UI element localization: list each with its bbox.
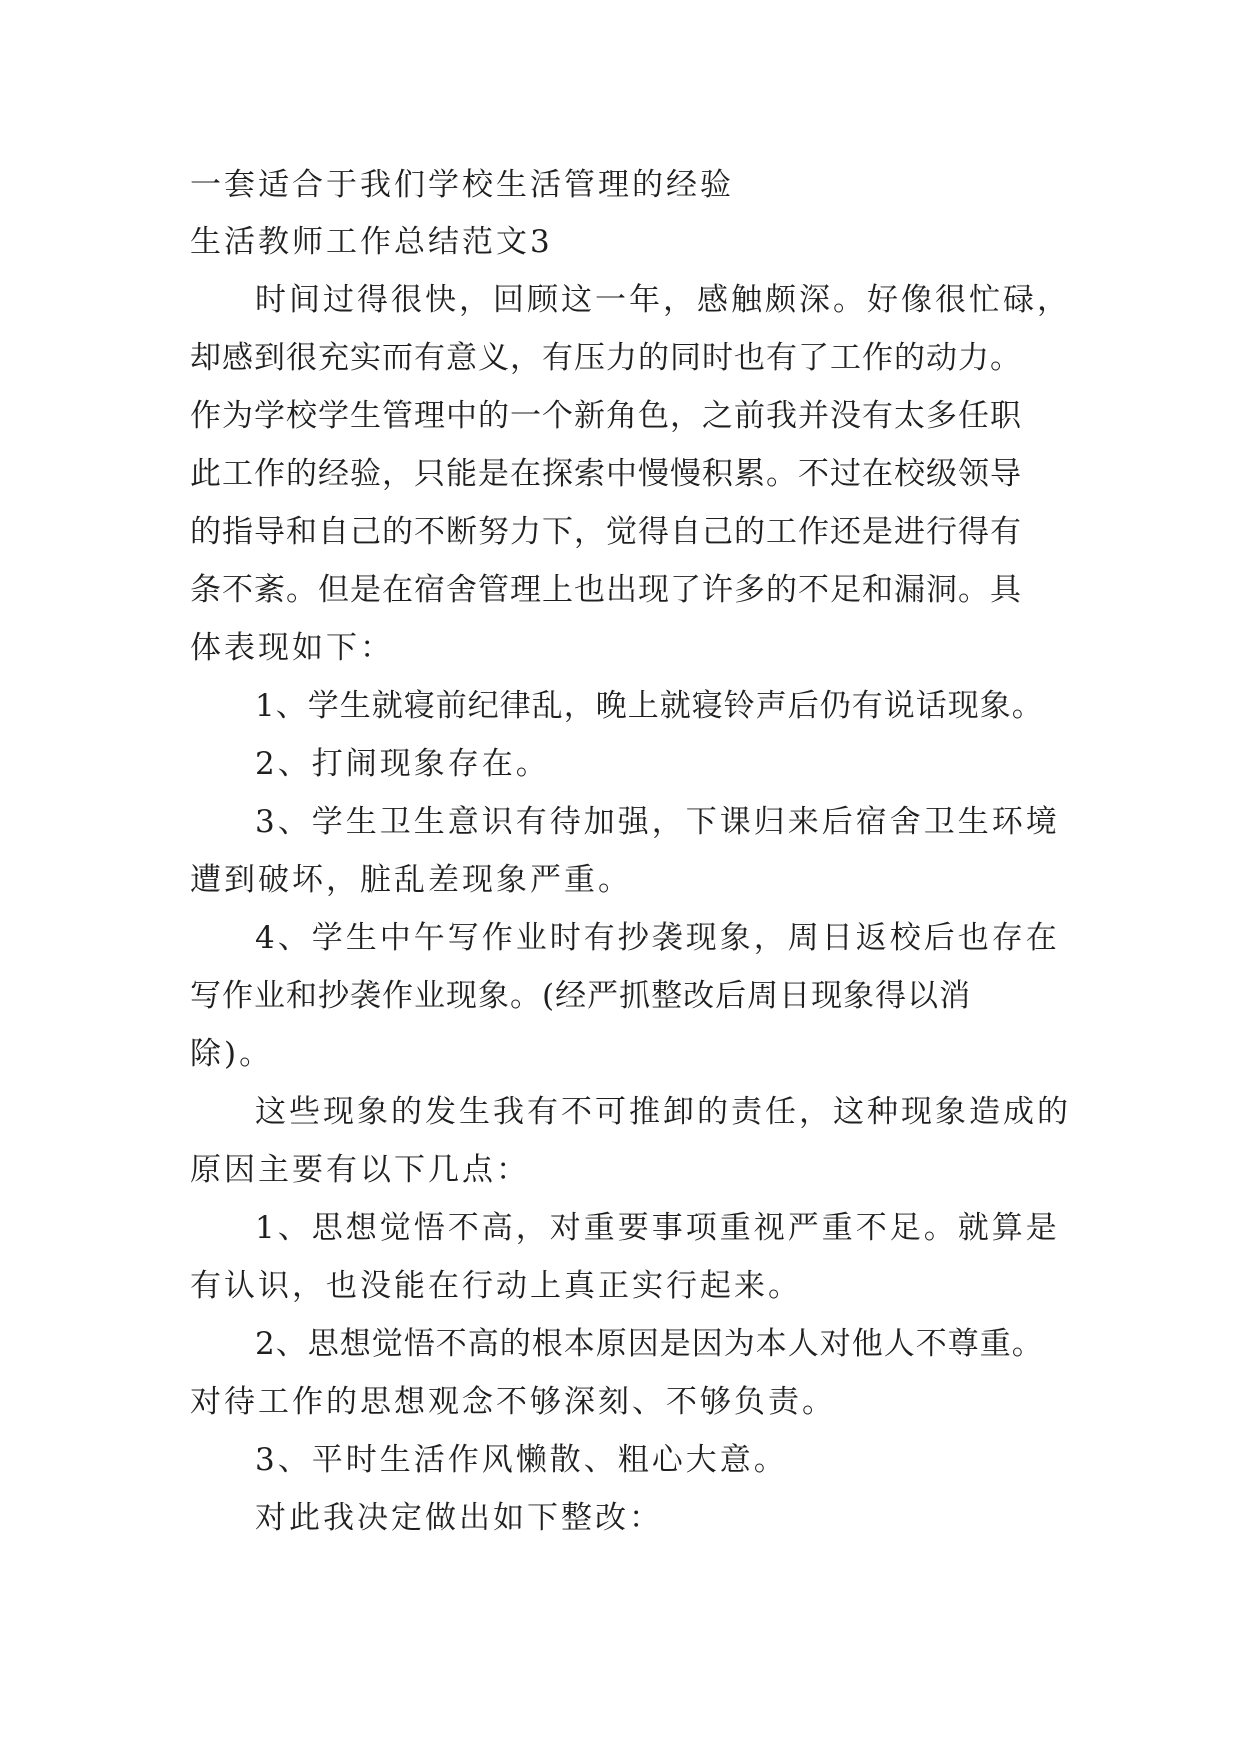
text-line: 1、学生就寝前纪律乱，晚上就寝铃声后仍有说话现象。 <box>255 688 1044 724</box>
text-line: 有认识，也没能在行动上真正实行起来。 <box>190 1268 802 1304</box>
text-line: 此工作的经验，只能是在探索中慢慢积累。不过在校级领导 <box>190 456 1022 492</box>
text-line: 体表现如下： <box>190 630 394 666</box>
text-line: 时间过得很快，回顾这一年，感触颇深。好像很忙碌， <box>255 282 1071 318</box>
text-line: 条不紊。但是在宿舍管理上也出现了许多的不足和漏洞。具 <box>190 572 1022 608</box>
text-line: 这些现象的发生我有不可推卸的责任，这种现象造成的 <box>255 1094 1071 1130</box>
text-line: 的指导和自己的不断努力下，觉得自己的工作还是进行得有 <box>190 514 1022 550</box>
section-title: 生活教师工作总结范文3 <box>190 224 553 260</box>
text-line: 一套适合于我们学校生活管理的经验 <box>190 167 734 203</box>
text-line: 2、打闹现象存在。 <box>255 746 550 782</box>
text-line: 对此我决定做出如下整改： <box>255 1500 663 1536</box>
text-line: 2、思想觉悟不高的根本原因是因为本人对他人不尊重。 <box>255 1326 1044 1362</box>
text-line: 3、平时生活作风懒散、粗心大意。 <box>255 1442 788 1478</box>
text-line: 作为学校学生管理中的一个新角色，之前我并没有太多任职 <box>190 398 1022 434</box>
text-line: 却感到很充实而有意义，有压力的同时也有了工作的动力。 <box>190 340 1022 376</box>
text-line: 遭到破坏，脏乱差现象严重。 <box>190 862 632 898</box>
text-line: 除)。 <box>190 1036 274 1072</box>
text-line: 1、思想觉悟不高，对重要事项重视严重不足。就算是 <box>255 1210 1060 1246</box>
text-line: 原因主要有以下几点： <box>190 1152 530 1188</box>
text-line: 对待工作的思想观念不够深刻、不够负责。 <box>190 1384 836 1420</box>
text-line: 4、学生中午写作业时有抄袭现象，周日返校后也存在 <box>255 920 1060 956</box>
text-line: 3、学生卫生意识有待加强，下课归来后宿舍卫生环境 <box>255 804 1060 840</box>
text-line: 写作业和抄袭作业现象。(经严抓整改后周日现象得以消 <box>190 978 972 1014</box>
